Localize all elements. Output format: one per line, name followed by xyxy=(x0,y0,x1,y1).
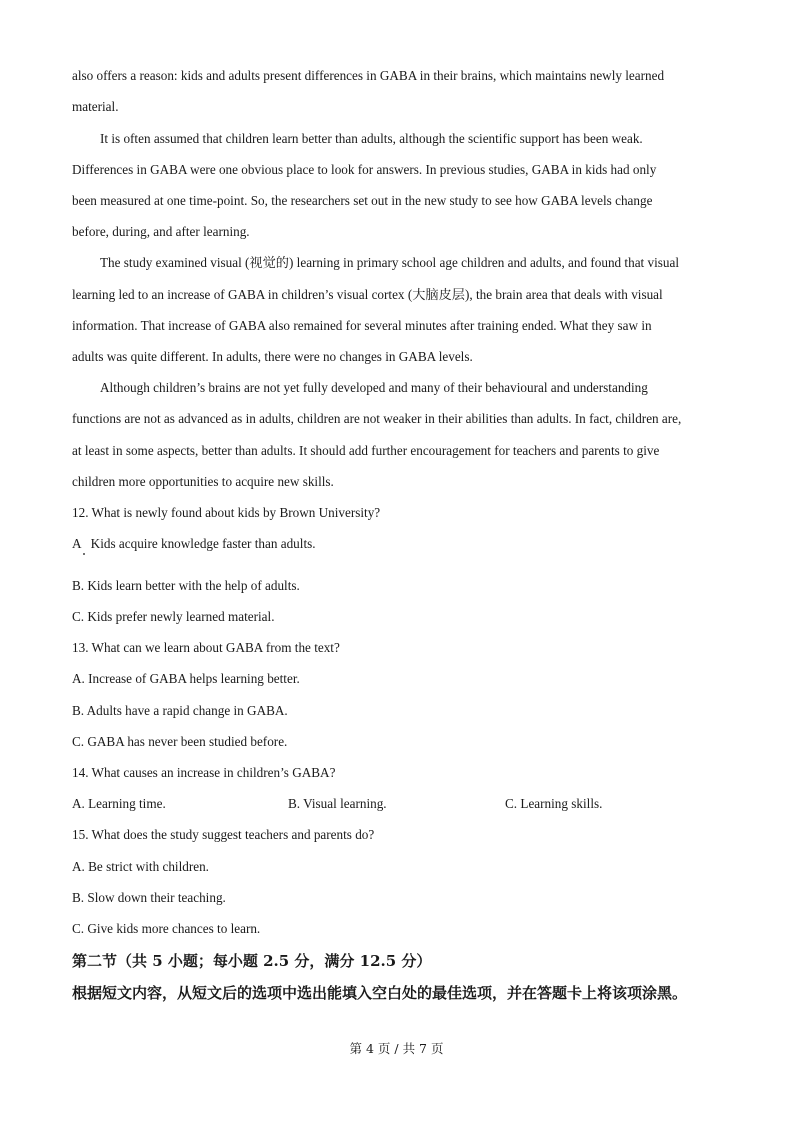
passage-line: learning led to an increase of GABA in children’s visual cortex (大脑皮层), the brain area that deals with visual xyxy=(72,287,663,302)
passage-line: material. xyxy=(72,99,119,114)
question-13-option-a: A. Increase of GABA helps learning better. xyxy=(72,671,300,686)
passage-line: also offers a reason: kids and adults present differences in GABA in their brains, which maintains newly learned xyxy=(72,68,665,83)
passage-line: Although children’s brains are not yet fully developed and many of their behavioural and understanding xyxy=(100,380,648,395)
question-12-option-b: B. Kids learn better with the help of adults. xyxy=(72,578,300,593)
question-15-stem: 15. What does the study suggest teachers and parents do? xyxy=(72,827,375,842)
question-14-option-b: B. Visual learning. xyxy=(288,796,387,811)
question-14-option-c: C. Learning skills. xyxy=(505,796,603,811)
passage-line: been measured at one time-point. So, the researchers set out in the new study to see how GABA levels change xyxy=(72,193,653,208)
passage-line: functions are not as advanced as in adults, children are not weaker in their abilities than adults. In fact, children are, xyxy=(72,411,682,426)
passage-line: before, during, and after learning. xyxy=(72,224,250,239)
stray-dot xyxy=(83,553,85,555)
question-15-option-c: C. Give kids more chances to learn. xyxy=(72,921,261,936)
passage-line: information. That increase of GABA also remained for several minutes after training ended. What they saw in xyxy=(72,318,652,333)
question-13-option-c: C. GABA has never been studied before. xyxy=(72,734,288,749)
question-15-option-b: B. Slow down their teaching. xyxy=(72,890,226,905)
section-instruction: 根据短文内容，从短文后的选项中选出能填入空白处的最佳选项，并在答题卡上将该项涂黑。 xyxy=(72,984,688,1002)
passage-line: The study examined visual (视觉的) learning in primary school age children and adults, and found that visual xyxy=(100,255,680,270)
passage-line: at least in some aspects, better than adults. It should add further encouragement for teachers and parents to give xyxy=(72,443,660,458)
passage-line: children more opportunities to acquire new skills. xyxy=(72,474,334,489)
question-14-stem: 14. What causes an increase in children’s GABA? xyxy=(72,765,336,780)
question-13-stem: 13. What can we learn about GABA from the text? xyxy=(72,640,340,655)
question-13-option-b: B. Adults have a rapid change in GABA. xyxy=(72,703,288,718)
page-number: 第 4 页 / 共 7 页 xyxy=(349,1041,444,1056)
passage-line: Differences in GABA were one obvious place to look for answers. In previous studies, GABA in kids had only xyxy=(72,162,657,177)
question-15-option-a: A. Be strict with children. xyxy=(72,859,209,874)
question-12-stem: 12. What is newly found about kids by Brown University? xyxy=(72,505,381,520)
passage-line: It is often assumed that children learn better than adults, although the scientific support has been weak. xyxy=(100,131,643,146)
question-12-option-c: C. Kids prefer newly learned material. xyxy=(72,609,275,624)
question-14-option-a: A. Learning time. xyxy=(72,796,166,811)
passage-line: adults was quite different. In adults, there were no changes in GABA levels. xyxy=(72,349,473,364)
question-12-option-a: A Kids acquire knowledge faster than adults. xyxy=(72,536,316,551)
section-title: 第二节（共 5 小题；每小题 2.5 分，满分 12.5 分） xyxy=(72,952,432,970)
